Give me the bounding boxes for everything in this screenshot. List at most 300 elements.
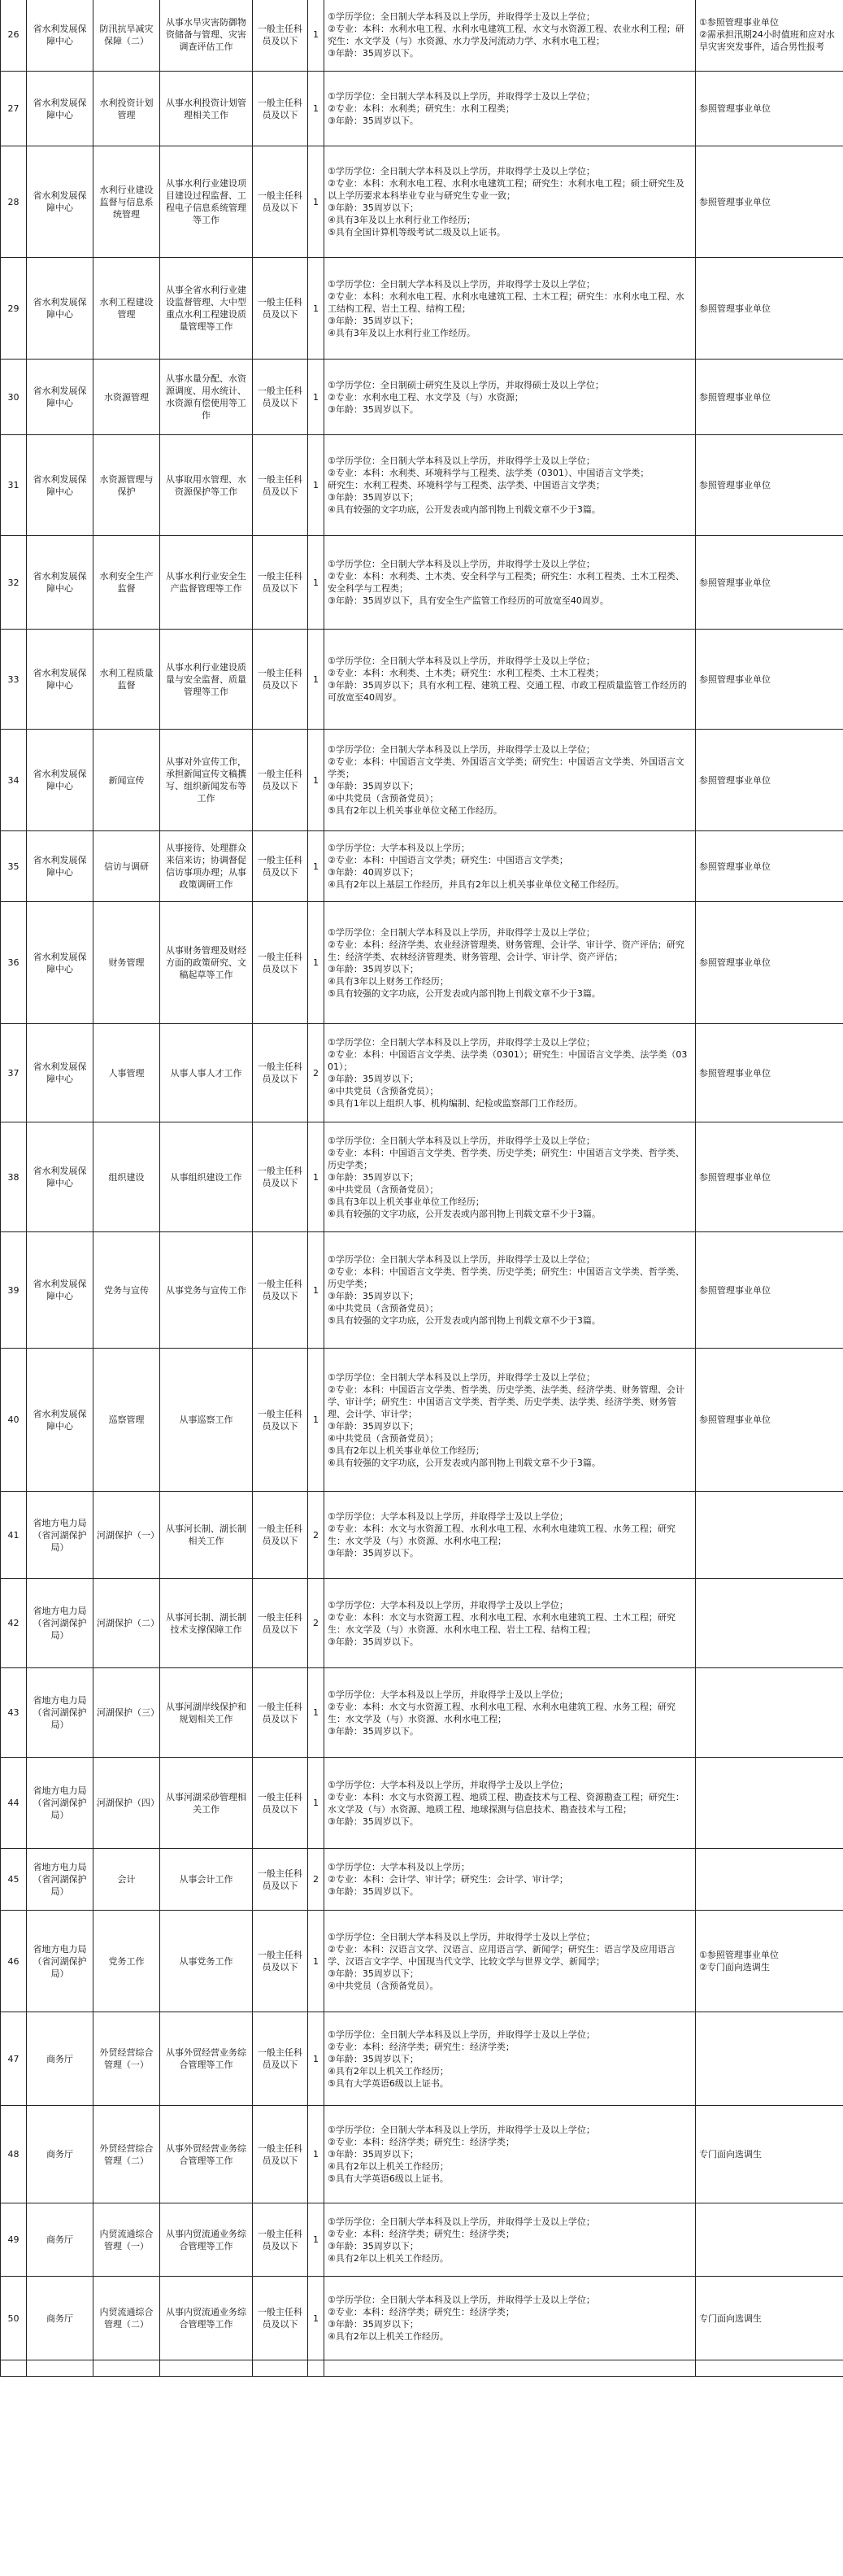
requirement-line: ③年龄：35周岁以下； — [328, 315, 419, 326]
requirement-line: ⑤具有较强的文字功底，公开发表或内部刊物上刊载文章不少于3篇。 — [328, 987, 601, 999]
cell-number: 42 — [1, 1579, 27, 1668]
cell-duties: 从事河长制、湖长制相关工作 — [160, 1492, 253, 1579]
cell-notes — [696, 2106, 843, 2203]
requirement-line: ①学历学位：大学本科及以上学历，并取得学士及以上学位； — [328, 1779, 568, 1790]
cell-position: 水资源管理与保护 — [93, 435, 160, 536]
requirement-line: ②专业：本科：经济学类、农业经济管理类、财务管理、会计学、审计学、资产评估；研究生：经济学类、农林经济管理类、财务管理、会计学、审计学、资产评估； — [328, 939, 684, 962]
cell-level: 一般主任科员及以下 — [253, 146, 308, 258]
requirement-line: ④中共党员（含预备党员）； — [328, 1432, 439, 1444]
cell-duties: 从事水利行业建设质量与安全监督、质量管理等工作 — [160, 630, 253, 730]
cell-count: 1 — [308, 146, 324, 258]
table-row — [1, 1232, 843, 1349]
cell-position: 内贸流通综合管理（二） — [93, 2277, 160, 2360]
cell-count: 1 — [308, 730, 324, 831]
cell-duties — [160, 2360, 253, 2377]
requirement-line: ⑤具有较强的文字功底，公开发表或内部刊物上刊载文章不少于3篇。 — [328, 1315, 601, 1326]
cell-position: 内贸流通综合管理（一） — [93, 2203, 160, 2277]
cell-notes — [696, 360, 843, 435]
cell-requirements — [324, 2203, 696, 2277]
cell-duties: 从事河长制、湖长制技术支撑保障工作 — [160, 1579, 253, 1668]
requirement-line: ③年龄：35周岁以下； — [328, 2319, 419, 2330]
requirement-line: ③年龄：35周岁以下； — [328, 2240, 419, 2251]
cell-duties: 从事会计工作 — [160, 1849, 253, 1911]
cell-requirements — [324, 1579, 696, 1668]
cell-count: 1 — [308, 1668, 324, 1758]
table-row — [1, 1849, 843, 1911]
cell-requirements — [324, 2360, 696, 2377]
table-row — [1, 831, 843, 902]
cell-number: 48 — [1, 2106, 27, 2203]
requirement-line: ②专业：本科：经济学类；研究生：经济学类； — [328, 2307, 515, 2317]
note-line: 专门面向选调生 — [699, 2312, 762, 2324]
requirement-line: ②专业：本科：水利水电工程、水利水电建筑工程、土木工程；研究生：水利水电工程、水工结构工程、岩土工程、结构工程； — [328, 290, 684, 314]
cell-count: 2 — [308, 1024, 324, 1122]
requirement-line: ④具有2年以上机关工作经历。 — [328, 2252, 449, 2264]
cell-notes — [696, 630, 843, 730]
cell-notes — [696, 1232, 843, 1349]
requirement-line: ③年龄：35周岁以下； — [328, 781, 419, 791]
requirement-line: ④中共党员（含预备党员）； — [328, 793, 439, 804]
cell-notes — [696, 1668, 843, 1758]
cell-number: 49 — [1, 2203, 27, 2277]
requirement-line: ①学历学位：全日制大学本科及以上学历，并取得学士及以上学位； — [328, 744, 595, 755]
cell-notes — [696, 2277, 843, 2360]
cell-unit: 省水利发展保障中心 — [27, 258, 93, 360]
cell-duties: 从事外贸经营业务综合管理等工作 — [160, 2106, 253, 2203]
table-row — [1, 1579, 843, 1668]
cell-level: 一般主任科员及以下 — [253, 72, 308, 146]
cell-number: 31 — [1, 435, 27, 536]
requirement-line: ③年龄：35周岁以下。 — [328, 1636, 419, 1647]
note-line: 参照管理事业单位 — [699, 957, 771, 968]
note-line: 参照管理事业单位 — [699, 1284, 771, 1296]
cell-number: 50 — [1, 2277, 27, 2360]
cell-count: 1 — [308, 2106, 324, 2203]
cell-duties: 从事河湖岸线保护和规划相关工作 — [160, 1668, 253, 1758]
requirement-line: ②专业：本科：经济学类；研究生：经济学类； — [328, 2137, 515, 2147]
cell-number: 44 — [1, 1758, 27, 1849]
requirement-line: ①学历学位：大学本科及以上学历； — [328, 1862, 470, 1872]
cell-unit: 省水利发展保障中心 — [27, 0, 93, 72]
cell-unit: 省水利发展保障中心 — [27, 630, 93, 730]
note-line: 参照管理事业单位 — [699, 1171, 771, 1183]
cell-unit: 省地方电力局（省河湖保护局） — [27, 1579, 93, 1668]
cell-unit: 省水利发展保障中心 — [27, 536, 93, 630]
requirement-line: ③年龄：35周岁以下； — [328, 2149, 419, 2160]
requirement-line: ④具有2年以上基层工作经历，并具有2年以上机关事业单位文秘工作经历。 — [328, 879, 624, 890]
cell-count: 1 — [308, 360, 324, 435]
requirement-line: ①学历学位：全日制大学本科及以上学历，并取得学士及以上学位； — [328, 2295, 595, 2305]
cell-requirements — [324, 2106, 696, 2203]
cell-unit: 商务厅 — [27, 2203, 93, 2277]
requirement-line: ②专业：本科：中国语言文学类；研究生：中国语言文学类； — [328, 855, 568, 865]
table-row — [1, 0, 843, 72]
cell-count: 1 — [308, 1758, 324, 1849]
cell-count: 1 — [308, 902, 324, 1024]
requirement-line: ③年龄：35周岁以下； — [328, 1291, 419, 1301]
cell-requirements — [324, 360, 696, 435]
cell-unit: 省地方电力局（省河湖保护局） — [27, 1849, 93, 1911]
cell-level: 一般主任科员及以下 — [253, 831, 308, 902]
note-line: 参照管理事业单位 — [699, 1414, 771, 1425]
cell-number: 26 — [1, 0, 27, 72]
requirement-line: ③年龄：35周岁以下； — [328, 1171, 419, 1183]
cell-position: 人事管理 — [93, 1024, 160, 1122]
cell-unit — [27, 2360, 93, 2377]
cell-position: 党务与宣传 — [93, 1232, 160, 1349]
requirement-line: ④中共党员（含预备党员）。 — [328, 1980, 439, 1991]
cell-notes — [696, 831, 843, 902]
cell-unit: 省水利发展保障中心 — [27, 1232, 93, 1349]
cell-duties: 从事水利行业建设项目建设过程监督、工程电子信息系统管理等工作 — [160, 146, 253, 258]
cell-position — [93, 2360, 160, 2377]
cell-unit: 省水利发展保障中心 — [27, 831, 93, 902]
requirement-line: ①学历学位：全日制大学本科及以上学历，并取得学士及以上学位； — [328, 1254, 595, 1265]
cell-requirements — [324, 2277, 696, 2360]
cell-duties: 从事人事人才工作 — [160, 1024, 253, 1122]
table-row — [1, 1492, 843, 1579]
cell-duties: 从事接待、处理群众来信来访；协调督促信访事项办理；从事政策调研工作 — [160, 831, 253, 902]
table-row — [1, 146, 843, 258]
note-line: 参照管理事业单位 — [699, 577, 771, 588]
table-row — [1, 2277, 843, 2360]
note-line: 专门面向选调生 — [699, 2149, 762, 2160]
requirement-line: ②专业：本科：水利类、环境科学与工程类、法学类（0301）、中国语言文学类； — [328, 468, 650, 478]
table-row — [1, 435, 843, 536]
note-line: 参照管理事业单位 — [699, 391, 771, 403]
cell-position: 水利工程质量监督 — [93, 630, 160, 730]
requirement-line: ⑤具有3年以上机关事业单位工作经历； — [328, 1196, 485, 1207]
cell-unit: 商务厅 — [27, 2012, 93, 2106]
cell-requirements — [324, 258, 696, 360]
table-row — [1, 630, 843, 730]
requirement-line: ②专业：本科：水文与水资源工程、水利水电工程、水利水电建筑工程、水务工程；研究生：水文学及（与）水资源、水利水电工程； — [328, 1701, 676, 1724]
note-line: 参照管理事业单位 — [699, 480, 771, 490]
cell-notes — [696, 146, 843, 258]
cell-count: 1 — [308, 0, 324, 72]
requirement-line: ②专业：本科：中国语言文学类、哲学类、历史学类、法学类、经济学类、财务管理、会计学、审计学；研究生：中国语言文学类、哲学类、历史学类、法学类、经济学类、财务管理、会计学、审计学； — [328, 1384, 684, 1419]
requirement-line: ④具有3年及以上水利行业工作经历； — [328, 215, 476, 225]
requirement-line: ⑤具有大学英语6级以上证书。 — [328, 2173, 449, 2184]
table-row — [1, 1024, 843, 1122]
table-row — [1, 730, 843, 831]
cell-requirements — [324, 72, 696, 146]
cell-position: 外贸经营综合管理（一） — [93, 2012, 160, 2106]
note-line: ②专门面向选调生 — [699, 1962, 770, 1972]
requirement-line: 研究生：水利工程类、环境科学与工程类、法学类、中国语言文学类； — [328, 480, 605, 490]
requirement-line: ②专业：本科：中国语言文学类、哲学类、历史学类；研究生：中国语言文学类、哲学类、历史学类； — [328, 1266, 684, 1289]
cell-duties: 从事水利投资计划管理相关工作 — [160, 72, 253, 146]
cell-unit: 省地方电力局（省河湖保护局） — [27, 1758, 93, 1849]
cell-number: 29 — [1, 258, 27, 360]
cell-level: 一般主任科员及以下 — [253, 2203, 308, 2277]
requirement-line: ④具有较强的文字功底，公开发表或内部刊物上刊载文章不少于3篇。 — [328, 504, 601, 515]
requirement-line: ②专业：本科：水利水电工程、水利水电建筑工程、水文与水资源工程、农业水利工程；研究生：水文学及（与）水资源、水力学及河流动力学、水利水电工程； — [328, 23, 684, 46]
requirement-line: ③年龄：35周岁以下。 — [328, 403, 419, 415]
requirement-line: ①学历学位：大学本科及以上学历； — [328, 843, 470, 853]
requirement-line: ③年龄：35周岁以下。 — [328, 1725, 419, 1737]
cell-requirements — [324, 2012, 696, 2106]
cell-position: 巡察管理 — [93, 1349, 160, 1492]
cell-level: 一般主任科员及以下 — [253, 2012, 308, 2106]
table-row — [1, 902, 843, 1024]
cell-notes — [696, 1122, 843, 1232]
requirement-line: ②专业：本科：水利水电工程、水利水电建筑工程；研究生：水利水电工程；硕士研究生及以上学历要求本科毕业专业与研究生专业一致； — [328, 178, 684, 201]
requirement-line: ①学历学位：全日制大学本科及以上学历，并取得学士及以上学位； — [328, 559, 595, 569]
cell-unit: 省水利发展保障中心 — [27, 902, 93, 1024]
cell-count: 1 — [308, 831, 324, 902]
cell-notes — [696, 435, 843, 536]
requirement-line: ③年龄：35周岁以下； — [328, 1420, 419, 1432]
cell-position: 财务管理 — [93, 902, 160, 1024]
cell-position: 会计 — [93, 1849, 160, 1911]
cell-unit: 省地方电力局（省河湖保护局） — [27, 1668, 93, 1758]
requirement-line: ①学历学位：全日制大学本科及以上学历，并取得学士及以上学位； — [328, 1135, 595, 1146]
cell-duties: 从事河湖采砂管理相关工作 — [160, 1758, 253, 1849]
cell-number: 41 — [1, 1492, 27, 1579]
note-line: 参照管理事业单位 — [699, 774, 771, 786]
requirement-line: ①学历学位：全日制大学本科及以上学历，并取得学士及以上学位； — [328, 656, 595, 666]
note-line: 参照管理事业单位 — [699, 861, 771, 872]
cell-level — [253, 2360, 308, 2377]
requirement-line: ⑤具有2年以上机关事业单位工作经历； — [328, 1445, 485, 1456]
cell-requirements — [324, 0, 696, 72]
requirement-line: ④中共党员（含预备党员）； — [328, 1303, 439, 1314]
note-line: 参照管理事业单位 — [699, 103, 771, 114]
table-row — [1, 1758, 843, 1849]
requirement-line: ①学历学位：大学本科及以上学历，并取得学士及以上学位； — [328, 1599, 568, 1611]
cell-number: 45 — [1, 1849, 27, 1911]
requirement-line: ⑥具有较强的文字功底，公开发表或内部刊物上刊载文章不少于3篇。 — [328, 1208, 601, 1219]
table-row — [1, 1349, 843, 1492]
table-row — [1, 1122, 843, 1232]
cell-duties: 从事内贸流通业务综合管理等工作 — [160, 2277, 253, 2360]
cell-number: 36 — [1, 902, 27, 1024]
cell-level: 一般主任科员及以下 — [253, 258, 308, 360]
requirement-line: ②专业：本科：中国语言文学类、法学类（0301）；研究生：中国语言文学类、法学类（0301）； — [328, 1049, 688, 1072]
cell-position: 水资源管理 — [93, 360, 160, 435]
cell-duties: 从事组织建设工作 — [160, 1122, 253, 1232]
cell-position: 河湖保护（三） — [93, 1668, 160, 1758]
cell-number: 46 — [1, 1911, 27, 2012]
cell-duties: 从事内贸流通业务综合管理等工作 — [160, 2203, 253, 2277]
cell-notes — [696, 72, 843, 146]
requirement-line: ②专业：本科：水利类；研究生：水利工程类； — [328, 103, 515, 114]
cell-number: 32 — [1, 536, 27, 630]
cell-count: 1 — [308, 1232, 324, 1349]
cell-notes — [696, 1758, 843, 1849]
note-line: 参照管理事业单位 — [699, 1067, 771, 1079]
cell-level: 一般主任科员及以下 — [253, 360, 308, 435]
cell-notes — [696, 1579, 843, 1668]
cell-number — [1, 2360, 27, 2377]
requirement-line: ④具有2年以上机关工作经历。 — [328, 2331, 449, 2342]
cell-requirements — [324, 902, 696, 1024]
requirement-line: ⑤具有大学英语6级以上证书。 — [328, 2077, 449, 2089]
cell-count: 1 — [308, 72, 324, 146]
cell-number: 47 — [1, 2012, 27, 2106]
table-row — [1, 2203, 843, 2277]
cell-count: 2 — [308, 1579, 324, 1668]
table-body — [1, 0, 843, 2377]
cell-number: 40 — [1, 1349, 27, 1492]
cell-level: 一般主任科员及以下 — [253, 435, 308, 536]
cell-count — [308, 2360, 324, 2377]
cell-requirements — [324, 831, 696, 902]
requirement-line: ③年龄：35周岁以下。 — [328, 1815, 419, 1827]
cell-duties: 从事党务工作 — [160, 1911, 253, 2012]
cell-number: 43 — [1, 1668, 27, 1758]
cell-count: 2 — [308, 1849, 324, 1911]
cell-level: 一般主任科员及以下 — [253, 1349, 308, 1492]
requirement-line: ④具有3年以上财务工作经历； — [328, 975, 449, 987]
requirement-line: ①学历学位：全日制大学本科及以上学历，并取得学士及以上学位； — [328, 2216, 595, 2227]
cell-requirements — [324, 1668, 696, 1758]
requirement-line: ①学历学位：全日制大学本科及以上学历，并取得学士及以上学位； — [328, 2125, 595, 2135]
cell-count: 1 — [308, 2277, 324, 2360]
cell-duties: 从事取用水管理、水资源保护等工作 — [160, 435, 253, 536]
cell-requirements — [324, 630, 696, 730]
note-line: 参照管理事业单位 — [699, 673, 771, 685]
cell-count: 1 — [308, 1349, 324, 1492]
cell-notes — [696, 2012, 843, 2106]
cell-duties: 从事财务管理及财经方面的政策研究、文稿起草等工作 — [160, 902, 253, 1024]
requirement-line: ①学历学位：全日制大学本科及以上学历，并取得学士及以上学位； — [328, 926, 595, 938]
cell-requirements — [324, 1849, 696, 1911]
cell-unit: 商务厅 — [27, 2106, 93, 2203]
cell-unit: 省水利发展保障中心 — [27, 730, 93, 831]
cell-level: 一般主任科员及以下 — [253, 730, 308, 831]
cell-notes — [696, 1911, 843, 2012]
requirement-line: ①学历学位：全日制大学本科及以上学历，并取得学士及以上学位； — [328, 455, 595, 466]
cell-level: 一般主任科员及以下 — [253, 630, 308, 730]
table-row — [1, 1911, 843, 2012]
cell-count: 1 — [308, 1911, 324, 2012]
cell-notes — [696, 1024, 843, 1122]
cell-duties: 从事全省水利行业建设监督管理、大中型重点水利工程建设质量管理等工作 — [160, 258, 253, 360]
cell-level: 一般主任科员及以下 — [253, 0, 308, 72]
cell-position: 信访与调研 — [93, 831, 160, 902]
cell-level: 一般主任科员及以下 — [253, 1911, 308, 2012]
requirement-line: ⑥具有较强的文字功底，公开发表或内部刊物上刊载文章不少于3篇。 — [328, 1457, 601, 1468]
requirement-line: ①学历学位：全日制大学本科及以上学历，并取得学士及以上学位； — [328, 91, 595, 102]
requirement-line: ①学历学位：全日制大学本科及以上学历，并取得学士及以上学位； — [328, 278, 595, 290]
requirement-line: ②专业：本科：水利类、土木类；研究生：水利工程类、土木工程类； — [328, 668, 604, 678]
cell-position: 河湖保护（一） — [93, 1492, 160, 1579]
requirement-line: ③年龄：35周岁以下； — [328, 1074, 419, 1084]
requirement-line: ①学历学位：全日制大学本科及以上学历，并取得学士及以上学位； — [328, 2029, 595, 2040]
requirement-line: ③年龄：35周岁以下。 — [328, 116, 419, 126]
cell-requirements — [324, 146, 696, 258]
cell-requirements — [324, 1911, 696, 2012]
requirement-line: ③年龄：35周岁以下。 — [328, 1548, 419, 1558]
cell-requirements — [324, 1232, 696, 1349]
requirement-line: ②专业：本科：水文与水资源工程、地质工程、勘查技术与工程、资源勘查工程；研究生：水文学及（与）水资源、地质工程、地球探测与信息技术、勘查技术与工程； — [328, 1791, 684, 1815]
cell-notes — [696, 0, 843, 72]
requirement-line: ①学历学位：全日制大学本科及以上学历，并取得学士及以上学位； — [328, 1931, 595, 1942]
table-row — [1, 2106, 843, 2203]
cell-level: 一般主任科员及以下 — [253, 2277, 308, 2360]
cell-level: 一般主任科员及以下 — [253, 1758, 308, 1849]
requirement-line: ②专业：本科：经济学类；研究生：经济学类； — [328, 2041, 515, 2052]
cell-duties: 从事巡察工作 — [160, 1349, 253, 1492]
cell-number: 35 — [1, 831, 27, 902]
cell-position: 水利安全生产监督 — [93, 536, 160, 630]
requirement-line: ②专业：本科：汉语言文学、汉语言、应用语言学、新闻学；研究生：语言学及应用语言学、汉语言文字学、中国现当代文学、比较文学与世界文学、新闻学； — [328, 1943, 676, 1967]
requirement-line: ③年龄：35周岁以下； — [328, 203, 419, 213]
cell-number: 30 — [1, 360, 27, 435]
note-line: 参照管理事业单位 — [699, 196, 771, 207]
cell-position: 外贸经营综合管理（二） — [93, 2106, 160, 2203]
cell-number: 38 — [1, 1122, 27, 1232]
cell-duties: 从事外贸经营业务综合管理等工作 — [160, 2012, 253, 2106]
table-row — [1, 536, 843, 630]
cell-count: 2 — [308, 1492, 324, 1579]
cell-number: 28 — [1, 146, 27, 258]
requirement-line: ③年龄：35周岁以下； — [328, 492, 419, 503]
cell-level: 一般主任科员及以下 — [253, 1122, 308, 1232]
cell-unit: 省水利发展保障中心 — [27, 146, 93, 258]
requirement-line: ①学历学位：全日制大学本科及以上学历，并取得学士及以上学位； — [328, 1037, 595, 1048]
cell-notes — [696, 2360, 843, 2377]
requirement-line: ⑤具有1年以上组织人事、机构编制、纪检或监察部门工作经历。 — [328, 1098, 583, 1109]
cell-duties: 从事对外宣传工作，承担新闻宣传文稿撰写、组织新闻发布等工作 — [160, 730, 253, 831]
cell-requirements — [324, 1492, 696, 1579]
requirement-line: ④中共党员（含预备党员）； — [328, 1086, 439, 1096]
cell-count: 1 — [308, 258, 324, 360]
cell-unit: 省水利发展保障中心 — [27, 360, 93, 435]
cell-number: 39 — [1, 1232, 27, 1349]
cell-level: 一般主任科员及以下 — [253, 902, 308, 1024]
cell-duties: 从事水利行业安全生产监督管理等工作 — [160, 536, 253, 630]
cell-level: 一般主任科员及以下 — [253, 2106, 308, 2203]
cell-position: 河湖保护（四） — [93, 1758, 160, 1849]
note-line: ①参照管理事业单位 — [699, 17, 779, 28]
table-row — [1, 2012, 843, 2106]
requirement-line: ③年龄：35周岁以下，具有安全生产监管工作经历的可放宽至40周岁。 — [328, 595, 609, 606]
table-row — [1, 2360, 843, 2377]
requirement-line: ③年龄：35周岁以下； — [328, 2053, 419, 2064]
cell-position: 党务工作 — [93, 1911, 160, 2012]
cell-number: 27 — [1, 72, 27, 146]
note-line: 参照管理事业单位 — [699, 303, 771, 314]
cell-unit: 省水利发展保障中心 — [27, 72, 93, 146]
cell-unit: 省水利发展保障中心 — [27, 1122, 93, 1232]
cell-notes — [696, 1349, 843, 1492]
requirement-line: ③年龄：35周岁以下； — [328, 1968, 419, 1979]
cell-unit: 省地方电力局（省河湖保护局） — [27, 1492, 93, 1579]
cell-unit: 省水利发展保障中心 — [27, 1349, 93, 1492]
cell-level: 一般主任科员及以下 — [253, 1579, 308, 1668]
cell-number: 37 — [1, 1024, 27, 1122]
requirement-line: ③年龄：35周岁以下。 — [328, 1886, 419, 1897]
requirement-line: ②专业：本科：中国语言文学类、哲学类、历史学类；研究生：中国语言文学类、哲学类、历史学类； — [328, 1147, 684, 1170]
requirement-line: ①学历学位：大学本科及以上学历，并取得学士及以上学位； — [328, 1511, 568, 1522]
cell-level: 一般主任科员及以下 — [253, 1024, 308, 1122]
cell-notes — [696, 1849, 843, 1911]
cell-level: 一般主任科员及以下 — [253, 1232, 308, 1349]
cell-level: 一般主任科员及以下 — [253, 1849, 308, 1911]
cell-notes — [696, 902, 843, 1024]
table-row — [1, 360, 843, 435]
cell-unit: 省水利发展保障中心 — [27, 435, 93, 536]
requirement-line: ②专业：本科：水文与水资源工程、水利水电工程、水利水电建筑工程、土木工程；研究生：水文学及（与）水资源、水利水电工程、岩土工程、结构工程； — [328, 1611, 676, 1635]
cell-number: 33 — [1, 630, 27, 730]
cell-count: 1 — [308, 2012, 324, 2106]
cell-requirements — [324, 435, 696, 536]
requirement-line: ④具有2年以上机关工作经历； — [328, 2065, 449, 2077]
cell-position: 组织建设 — [93, 1122, 160, 1232]
